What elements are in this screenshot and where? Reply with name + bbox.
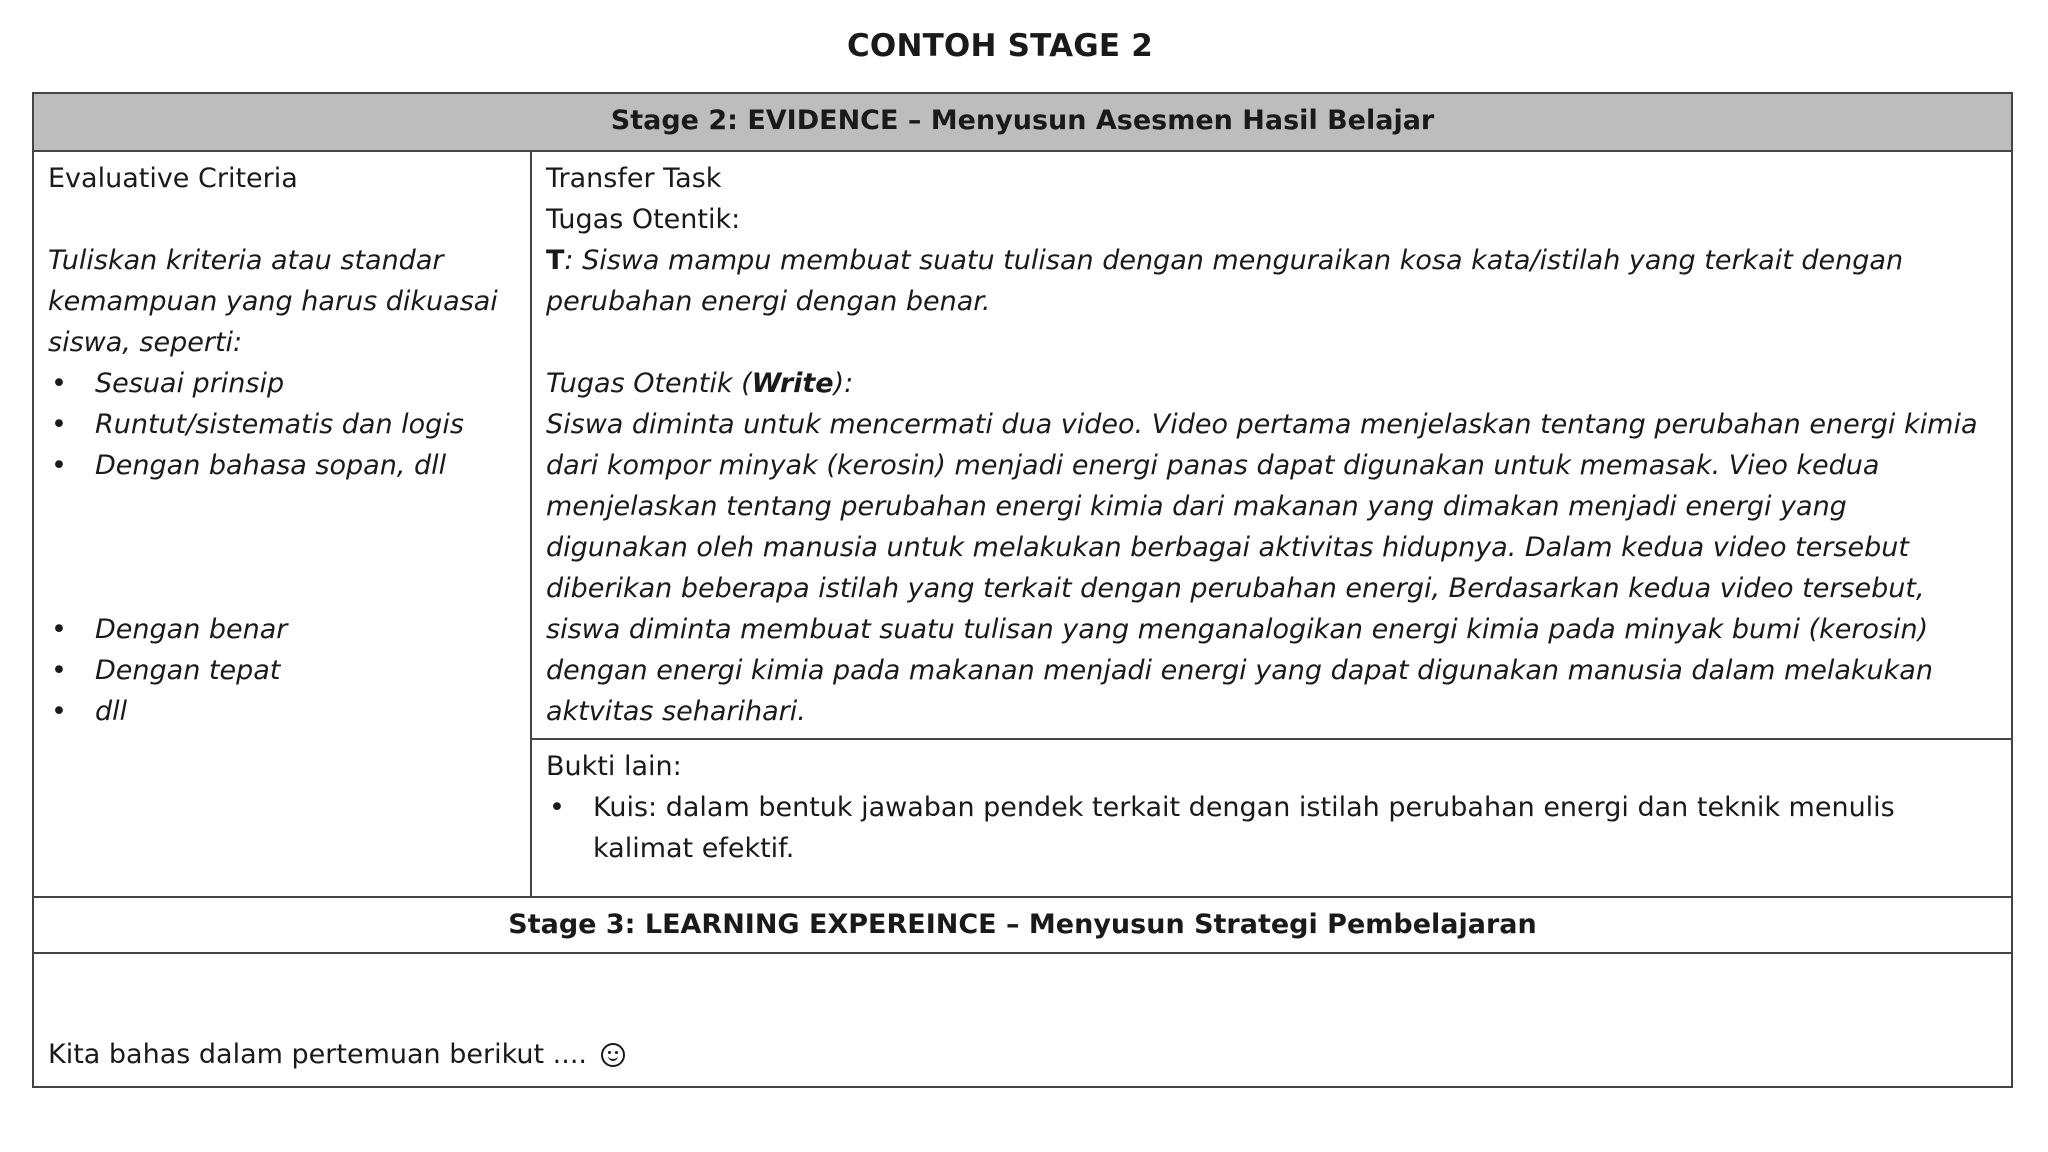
- divider: [34, 150, 2011, 152]
- smiley-icon: [601, 1043, 625, 1067]
- task-t-label: T: [546, 245, 565, 276]
- stage2-header: Stage 2: EVIDENCE – Menyusun Asesmen Hasil Belajar: [34, 94, 2011, 150]
- other-evidence-list: [546, 787, 1996, 869]
- task-statement: [546, 240, 1996, 322]
- write-task-label: [546, 363, 1996, 404]
- divider: [34, 952, 2011, 954]
- list-item: • Runtut/sistematis dan logis: [48, 404, 518, 445]
- list-item: • dll: [48, 691, 518, 732]
- list-item: • Dengan tepat: [48, 650, 518, 691]
- stage3-body: [48, 1034, 1948, 1075]
- stage3-header: Stage 3: LEARNING EXPEREINCE – Menyusun Strategi Pembelajaran: [34, 898, 2011, 952]
- stage-table: [32, 92, 2013, 1088]
- task-body: Siswa diminta untuk mencermati dua video. Video pertama menjelaskan tentang perubahan energi kimia dari kompor minyak (kerosin) menjadi energi panas dapat digunakan untuk memasak. Vieo kedua menjelaskan tentang perubahan energi kimia dari makanan yang dimakan menjadi energi yang digunakan oleh manusia untuk melakukan berbagai aktivitas hidupnya. Dalam kedua video tersebut diberikan beberapa istilah yang terkait dengan perubahan energi, Berdasarkan kedua video tersebut, siswa diminta membuat suatu tulisan yang menganalogikan energi kimia pada minyak bumi (kerosin) dengan energi kimia pada makanan menjadi energi yang dapat digunakan manusia dalam melakukan aktvitas seharihari.: [546, 409, 1978, 727]
- list-item: • Kuis: dalam bentuk jawaban pendek terkait dengan istilah perubahan energi dan teknik menulis kalimat efektif.: [546, 787, 1996, 869]
- evaluative-criteria-heading: Evaluative Criteria: [48, 163, 298, 194]
- transfer-task-heading: Transfer Task: [546, 163, 722, 194]
- write-bold: Write: [751, 368, 834, 399]
- list-item: • Dengan bahasa sopan, dll: [48, 445, 518, 486]
- criteria-intro: Tuliskan kriteria atau standar kemampuan yang harus dikuasai siswa, seperti:: [48, 245, 498, 358]
- evaluative-criteria-cell: [48, 158, 518, 732]
- task-t-text: : Siswa mampu membuat suatu tulisan dengan menguraikan kosa kata/istilah yang terkait dengan perubahan energi dengan benar.: [546, 245, 1904, 317]
- column-divider: [530, 152, 532, 898]
- page-title: CONTOH STAGE 2: [846, 28, 1154, 64]
- divider: [532, 738, 2013, 740]
- criteria-list-a: [48, 363, 518, 486]
- criteria-list-b: [48, 609, 518, 732]
- authentic-task-label: Tugas Otentik:: [546, 204, 741, 235]
- list-item: • Dengan benar: [48, 609, 518, 650]
- other-evidence-cell: [546, 746, 1996, 869]
- write-prefix: Tugas Otentik (: [546, 368, 752, 399]
- write-suffix: ):: [833, 368, 854, 399]
- list-item: • Sesuai prinsip: [48, 363, 518, 404]
- transfer-task-cell: [546, 158, 1996, 732]
- closing-text: Kita bahas dalam pertemuan berikut ....: [48, 1039, 587, 1070]
- other-evidence-heading: Bukti lain:: [546, 751, 682, 782]
